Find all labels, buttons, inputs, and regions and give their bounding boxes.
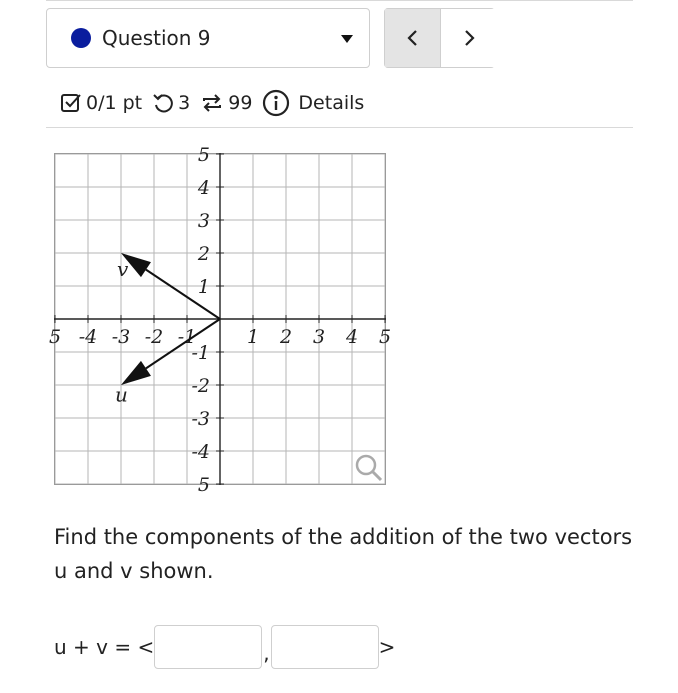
y-tick-label: 5 bbox=[197, 144, 210, 166]
score-text: 0/1 pt bbox=[86, 92, 143, 114]
y-tick-label: -3 bbox=[191, 408, 210, 430]
y-tick-label: -4 bbox=[191, 441, 210, 463]
y-tick-label: 1 bbox=[197, 276, 210, 298]
x-component-input[interactable] bbox=[154, 625, 262, 669]
vector-u-arrowhead bbox=[121, 361, 151, 385]
vector-graph bbox=[48, 144, 392, 496]
y-tick-label: 5 bbox=[197, 474, 210, 496]
vector-v-label: v bbox=[117, 257, 129, 282]
vector-u-label: u bbox=[115, 382, 128, 407]
attempts-text: 3 bbox=[178, 92, 191, 114]
x-tick-label: 2 bbox=[279, 326, 293, 348]
y-tick-label: 2 bbox=[197, 243, 210, 265]
y-component-input[interactable] bbox=[271, 625, 379, 669]
y-tick-label: -2 bbox=[191, 375, 210, 397]
y-tick-label: -1 bbox=[191, 342, 210, 364]
next-question-button[interactable] bbox=[440, 9, 496, 67]
x-tick-label: -1 bbox=[177, 326, 197, 348]
meta-divider bbox=[46, 127, 633, 128]
zoom-icon[interactable] bbox=[357, 456, 381, 480]
x-tick-label: -4 bbox=[78, 326, 98, 348]
x-tick-label: 5 bbox=[378, 326, 392, 348]
x-tick-label: 1 bbox=[246, 326, 260, 348]
checkbox-icon bbox=[60, 92, 82, 114]
question-nav bbox=[384, 8, 495, 68]
details-toggle[interactable] bbox=[262, 89, 364, 117]
previous-question-button[interactable] bbox=[385, 9, 440, 67]
attempts-info bbox=[152, 92, 190, 114]
question-prompt: Find the components of the addition of the two vectors u and v shown. bbox=[54, 525, 633, 583]
x-tick-label: -3 bbox=[111, 326, 131, 348]
question-selector-label: Question 9 bbox=[102, 26, 211, 50]
question-status-dot bbox=[71, 28, 91, 48]
undo-icon bbox=[152, 92, 174, 114]
answer-separator: , bbox=[263, 641, 270, 665]
chevron-right-icon bbox=[462, 29, 476, 47]
answer-row bbox=[54, 624, 395, 670]
details-label: Details bbox=[298, 92, 365, 114]
retry-arrows-icon bbox=[200, 92, 224, 114]
y-tick-label: 3 bbox=[197, 210, 210, 232]
question-selector[interactable] bbox=[46, 8, 370, 68]
x-tick-label: 4 bbox=[345, 326, 359, 348]
top-divider bbox=[46, 0, 633, 1]
y-tick-label: 4 bbox=[197, 177, 210, 199]
answer-suffix: > bbox=[378, 635, 396, 659]
answer-prefix: u + v = < bbox=[54, 635, 155, 659]
score-info bbox=[60, 92, 142, 114]
chevron-left-icon bbox=[406, 29, 420, 47]
info-icon bbox=[262, 89, 290, 117]
retries-text: 99 bbox=[228, 92, 253, 114]
caret-down-icon bbox=[341, 35, 353, 43]
x-tick-label: 3 bbox=[312, 326, 326, 348]
question-meta bbox=[60, 88, 374, 118]
x-tick-label: -2 bbox=[144, 326, 164, 348]
x-tick-label: 5 bbox=[48, 326, 62, 348]
retries-info bbox=[200, 92, 252, 114]
